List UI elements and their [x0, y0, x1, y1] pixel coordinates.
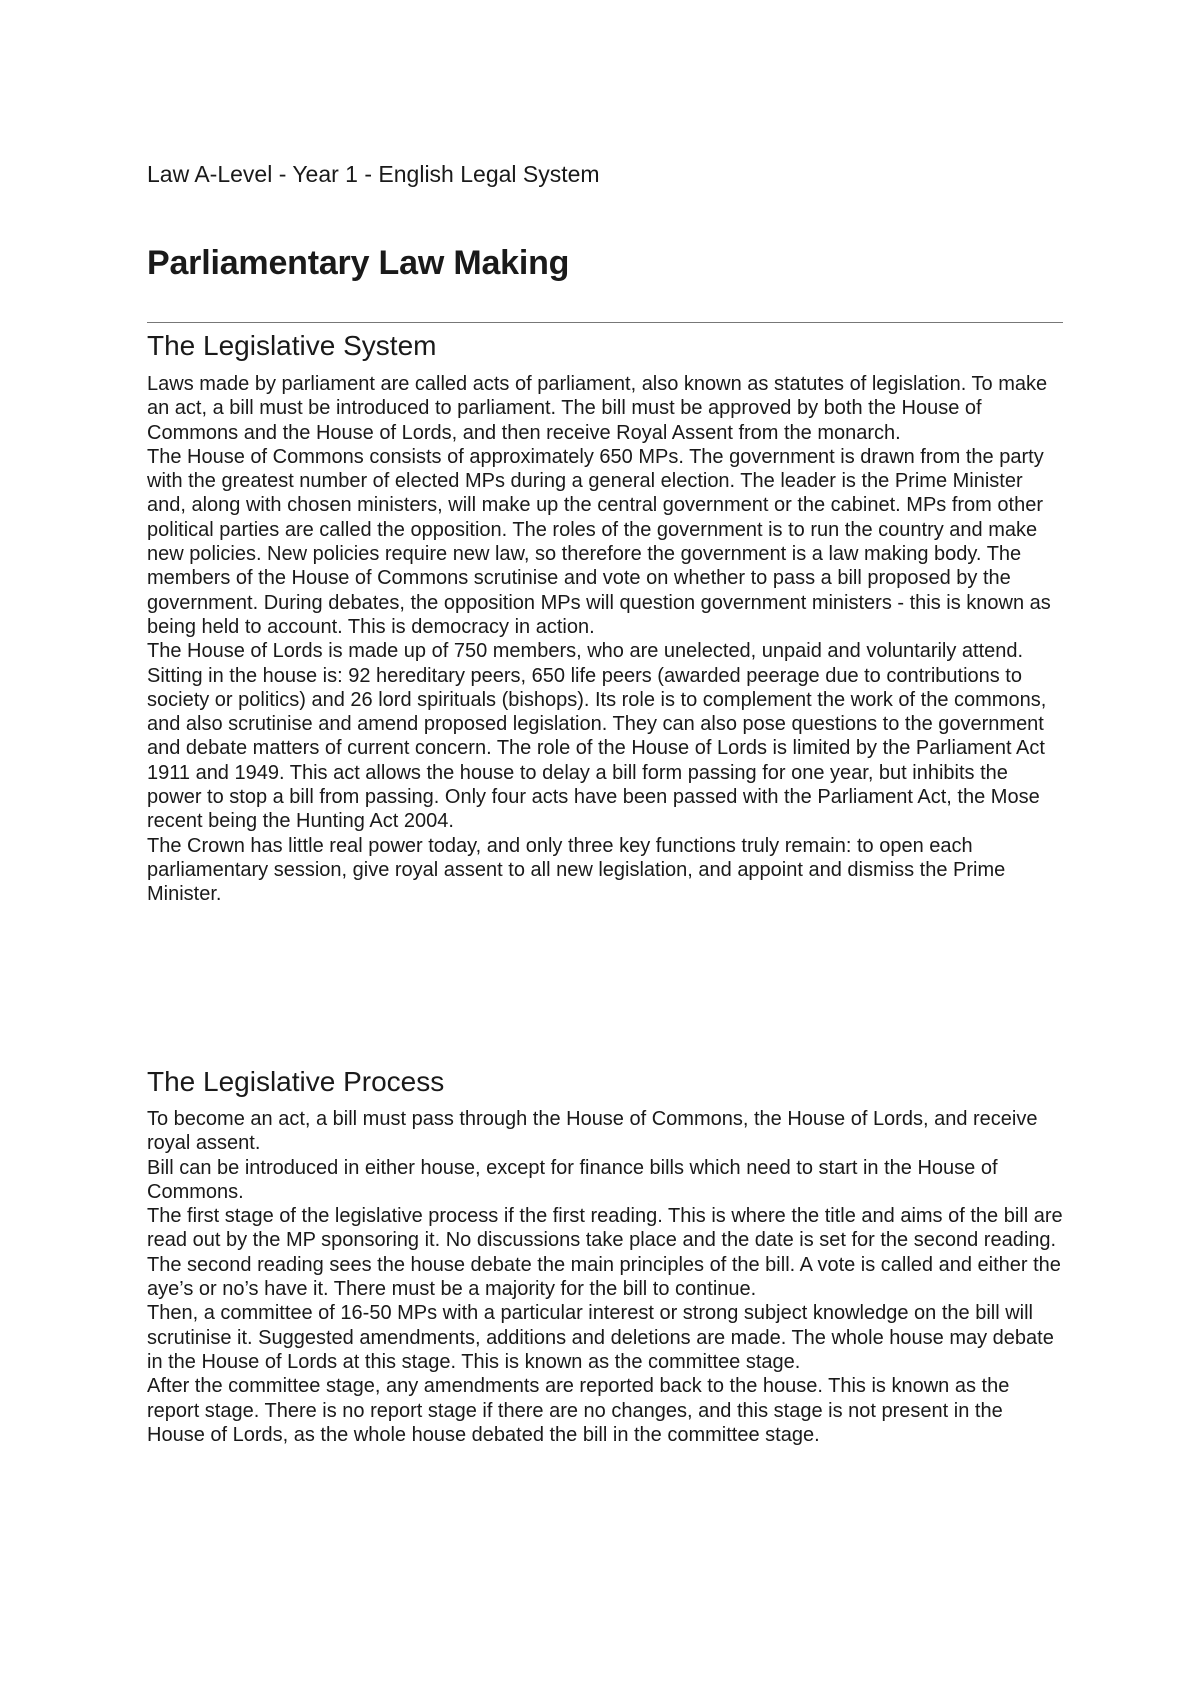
section-body-legislative-system — [147, 372, 1063, 907]
paragraph: The House of Commons consists of approximately 650 MPs. The government is drawn from the party with the greatest number of elected MPs during a general election. The leader is the Prime Minister and, along with chosen ministers, will make up the central government or the cabinet. MPs from other political parties are called the opposition. The roles of the government is to run the country and make new policies. New policies require new law, so therefore the government is a law making body. The members of the House of Commons scrutinise and vote on whether to pass a bill proposed by the government. During debates, the opposition MPs will question government ministers - this is known as being held to account. This is democracy in action. — [147, 445, 1051, 638]
paragraph: After the committee stage, any amendments are reported back to the house. This is known as the report stage. There is no report stage if there are no changes, and this stage is not present in the House of Lords, as the whole house debated the bill in the committee stage. — [147, 1375, 1010, 1446]
section-body-legislative-process — [147, 1107, 1063, 1447]
document-title: Parliamentary Law Making — [147, 244, 570, 282]
paragraph: Then, a committee of 16-50 MPs with a particular interest or strong subject knowledge on the bill will scrutinise it. Suggested amendments, additions and deletions are made. The whole house may debate in the House of Lords at this stage. This is known as the committee stage. — [147, 1302, 1054, 1373]
paragraph: The first stage of the legislative process if the first reading. This is where the title and aims of the bill are read out by the MP sponsoring it. No discussions take place and the date is set for the second reading. — [147, 1205, 1063, 1252]
paragraph: The second reading sees the house debate the main principles of the bill. A vote is called and either the aye’s or no’s have it. There must be a majority for the bill to continue. — [147, 1253, 1061, 1301]
paragraph: Bill can be introduced in either house, except for finance bills which need to start in the House of Commons. — [147, 1156, 998, 1203]
paragraph: The Crown has little real power today, and only three key functions truly remain: to open each parliamentary session, give royal assent to all new legislation, and appoint and dismiss the Prime Minister. — [147, 834, 1006, 906]
paragraph: Laws made by parliament are called acts of parliament, also known as statutes of legislation. To make an act, a bill must be introduced to parliament. The bill must be approved by both the House of Commons and the House of Lords, and then receive Royal Assent from the monarch. — [147, 373, 1048, 444]
section-heading-legislative-system: The Legislative System — [147, 330, 437, 361]
section-heading-legislative-process: The Legislative Process — [147, 1066, 445, 1097]
title-divider — [147, 322, 1063, 323]
course-line: Law A-Level - Year 1 - English Legal System — [147, 161, 600, 187]
paragraph: The House of Lords is made up of 750 members, who are unelected, unpaid and voluntarily attend. Sitting in the house is: 92 hereditary peers, 650 life peers (awarded peerage due to contributions to society or politics) and 26 lord spirituals (bishops). Its role is to complement the work of the commons, and also scrutinise and amend proposed legislation. They can also pose questions to the government and debate matters of current concern. The role of the House of Lords is limited by the Parliament Act 1911 and 1949. This act allows the house to delay a bill form passing for one year, but inhibits the power to stop a bill from passing. Only four acts have been passed with the Parliament Act, the Mose recent being the Hunting Act 2004. — [147, 640, 1047, 833]
paragraph: To become an act, a bill must pass through the House of Commons, the House of Lords, and receive royal assent. — [147, 1108, 1038, 1155]
